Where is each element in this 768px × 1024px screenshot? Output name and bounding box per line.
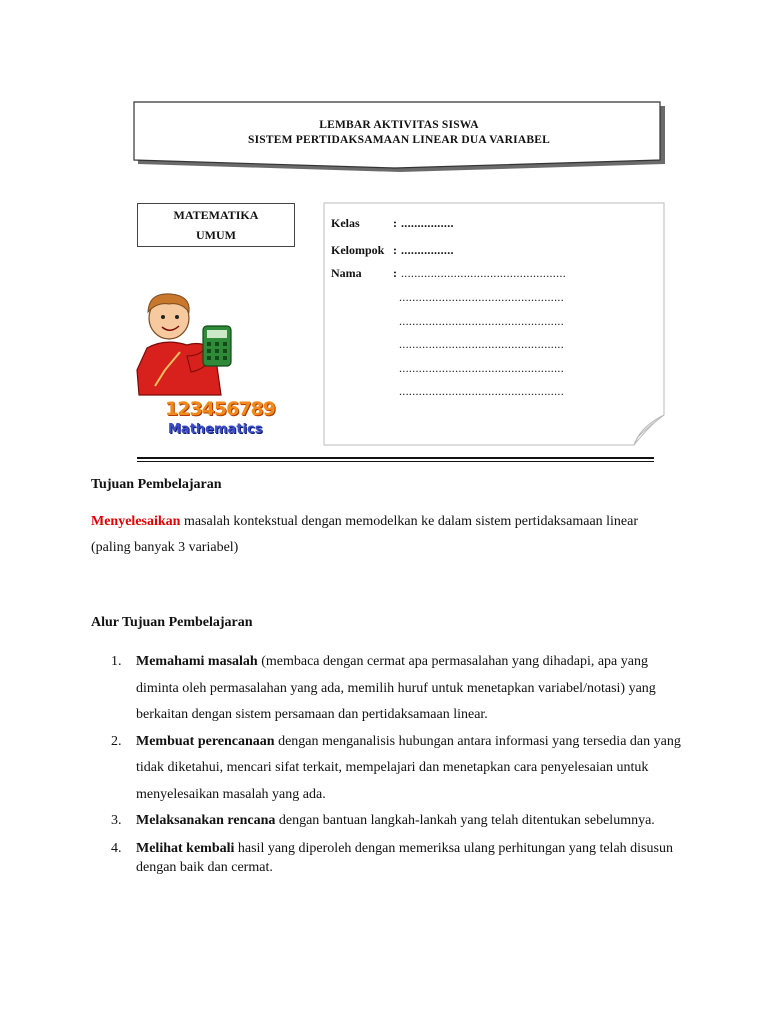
- list-item-title: Melihat kembali: [136, 840, 235, 856]
- list-item-text: dengan bantuan langkah-lankah yang telah ditentukan sebelumnya.: [275, 813, 655, 828]
- nama-line[interactable]: ..................................................: [399, 314, 564, 328]
- list-item-number: 1.: [111, 654, 122, 669]
- nama-colon: :: [393, 266, 397, 280]
- nama-line[interactable]: ..................................................: [399, 384, 564, 398]
- nama-label: Nama: [331, 266, 362, 280]
- list-item-text: dengan menganalisis hubungan antara informasi yang tersedia dan yang tidak diketahui, mencari sifat terkait, mempelajari dan menetapkan cara penyelesaian untuk menyelesaikan masalah yang ada.: [136, 733, 681, 802]
- worksheet-title-line2: SISTEM PERTIDAKSAMAAN LINEAR DUA VARIABEL: [248, 134, 550, 146]
- divider-thick: [137, 457, 654, 459]
- list-item-number: 3.: [111, 813, 122, 828]
- worksheet-title-line1: LEMBAR AKTIVITAS SISWA: [319, 119, 479, 131]
- tujuan-text: masalah kontekstual dengan memodelkan ke dalam sistem pertidaksamaan linear (paling banyak 3 variabel): [91, 514, 639, 555]
- list-item-title: Memahami masalah: [136, 654, 258, 669]
- list-item: [91, 649, 681, 729]
- digits-graphic: 123456789: [165, 398, 275, 420]
- divider-thin: [137, 461, 654, 462]
- kelas-colon: :: [393, 216, 397, 230]
- subject-name: MATEMATIKA: [173, 208, 259, 222]
- list-item: [91, 835, 681, 877]
- mathematics-wordmark: Mathematics: [168, 422, 263, 437]
- kelompok-colon: :: [393, 243, 397, 257]
- kelas-field[interactable]: ................: [401, 216, 454, 230]
- worksheet-title: [140, 118, 658, 148]
- nama-field[interactable]: ..................................................: [401, 266, 566, 280]
- list-item-text: hasil yang diperoleh dengan memeriksa ulang perhitungan yang telah disusun dengan baik dan cermat.: [136, 840, 673, 875]
- kelompok-label: Kelompok: [331, 243, 385, 257]
- list-item: [91, 808, 681, 835]
- list-item-text: (membaca dengan cermat apa permasalahan yang dihadapi, apa yang diminta oleh permasalahan yang ada, memilih huruf untuk menetapkan variabel/notasi) yang berkaitan dengan sistem persamaan dan pertidaksamaan linear.: [136, 654, 656, 722]
- alur-list: [91, 649, 681, 877]
- alur-heading: Alur Tujuan Pembelajaran: [91, 615, 253, 630]
- list-item-title: Membuat perencanaan: [136, 733, 275, 749]
- nama-line[interactable]: ..................................................: [399, 290, 564, 304]
- nama-line[interactable]: ..................................................: [399, 361, 564, 375]
- kelompok-field[interactable]: ................: [401, 243, 454, 257]
- tujuan-heading: Tujuan Pembelajaran: [91, 477, 222, 492]
- list-item-number: 2.: [111, 733, 122, 749]
- subject-type: UMUM: [196, 228, 236, 242]
- nama-line[interactable]: ..................................................: [399, 337, 564, 351]
- kelas-label: Kelas: [331, 216, 360, 230]
- list-item-number: 4.: [111, 840, 122, 856]
- tujuan-highlight: Menyelesaikan: [91, 514, 181, 529]
- list-item: [91, 729, 681, 809]
- tujuan-paragraph: [91, 509, 671, 561]
- subject-box: [137, 203, 295, 247]
- list-item-title: Melaksanakan rencana: [136, 813, 276, 828]
